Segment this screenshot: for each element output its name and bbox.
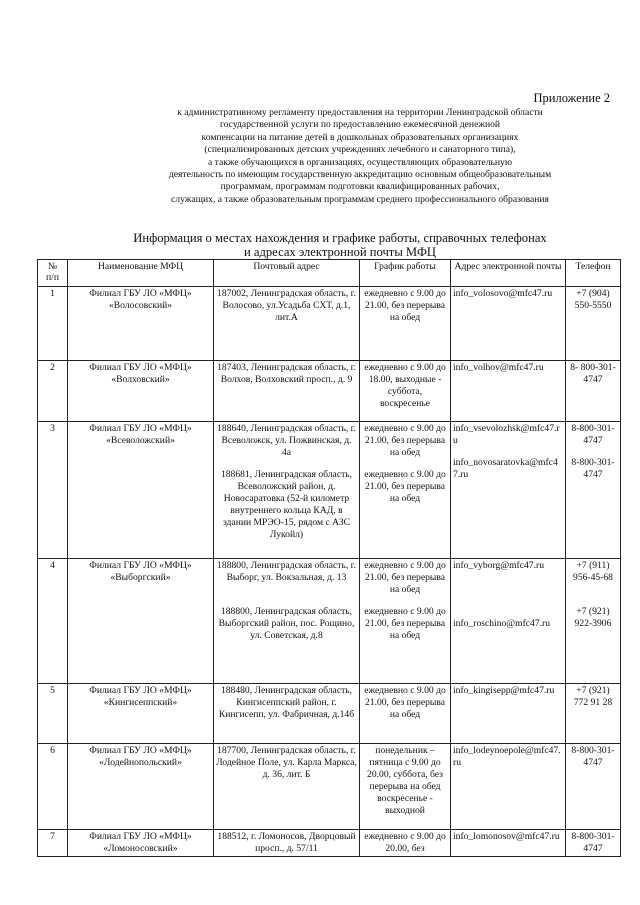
- address-entry: 188640, Ленинградская область, г. Всеволожск, ул. Пожвинская, д. 4а: [217, 423, 356, 458]
- cell-schedule: понедельник – пятница с 9.00 до 20.00, суббота, без перерыва на обед воскресенье - выходной: [360, 744, 451, 830]
- document-title: [80, 231, 600, 259]
- table-row: [38, 744, 621, 830]
- cell-schedule: ежедневно с 9.00 до 18.00, выходные - суббота, воскресенье: [360, 361, 451, 422]
- cell-name: Филиал ГБУ ЛО «МФЦ» «Лодейнопольский»: [68, 744, 214, 830]
- header-phone: Телефон: [566, 260, 621, 287]
- cell-phone: +7 (921) 772 91 28: [566, 684, 621, 744]
- appendix-title: Приложение 2: [533, 91, 610, 105]
- entry-spacer: [216, 584, 357, 606]
- cell-num: 6: [38, 744, 68, 830]
- cell-phone: +7 (904) 550-5550: [566, 287, 621, 361]
- entry-spacer: [453, 447, 563, 457]
- document-title-line: Информация о местах нахождения и графике работы, справочных телефонах: [133, 231, 547, 245]
- schedule-entry: ежедневно с 9.00 до 21.00, без перерыва на обед: [364, 606, 446, 641]
- entry-spacer: [362, 596, 448, 606]
- appendix-line: к административному регламенту предоставления на территории Ленинградской области: [177, 107, 543, 118]
- phone-entry: 8-800-301-4747: [571, 457, 615, 480]
- cell-address: [214, 422, 360, 559]
- appendix-line: деятельность по имеющим государственную аккредитацию основным общеобразовательным: [168, 169, 552, 181]
- cell-email[interactable]: info_lodeynoepole@mfc47.ru: [451, 744, 566, 830]
- cell-name: Филиал ГБУ ЛО «МФЦ» «Всеволожский»: [68, 422, 214, 559]
- cell-phone: 8-800-301-4747: [566, 744, 621, 830]
- header-name: Наименование МФЦ: [68, 260, 214, 287]
- cell-email[interactable]: info_kingisepp@mfc47.ru: [451, 684, 566, 744]
- email-link[interactable]: info_novosaratovka@mfc47.ru: [453, 457, 558, 480]
- cell-schedule: ежедневно с 9.00 до 20.00, без: [360, 830, 451, 857]
- cell-address: [214, 559, 360, 684]
- cell-address: 188480, Ленинградская область, Кингисеппский район, г. Кингисепп, ул. Фабричная, д.14б: [214, 684, 360, 744]
- phone-entry: +7 (921) 922-3906: [574, 606, 612, 629]
- header-email: Адрес электронной почты: [451, 260, 566, 287]
- table-row: [38, 422, 621, 559]
- mfc-info-table: [37, 259, 621, 857]
- cell-phone: [566, 422, 621, 559]
- cell-schedule: ежедневно с 9.00 до 21.00, без перерыва на обед: [360, 287, 451, 361]
- cell-email[interactable]: info_lomonosov@mfc47.ru: [451, 830, 566, 857]
- cell-name: Филиал ГБУ ЛО «МФЦ» «Выборгский»: [68, 559, 214, 684]
- appendix-line: программам, программам подготовки квалифицированных рабочих,: [220, 181, 500, 193]
- cell-phone: 8-800-301-4747: [566, 830, 621, 857]
- cell-num: 7: [38, 830, 68, 857]
- cell-schedule: ежедневно с 9.00 до 21.00, без перерыва на обед: [360, 684, 451, 744]
- appendix-line: а также обучающихся в организациях, осуществляющих образовательную: [208, 156, 512, 168]
- schedule-entry: ежедневно с 9.00 до 21.00, без перерыва на обед: [364, 560, 446, 595]
- address-entry: 188800, Ленинградская область, г. Выборг, ул. Вокзальная, д. 13: [217, 560, 356, 583]
- appendix-line: (специализированных детских учреждениях лечебного и санаторного типа),: [204, 144, 516, 156]
- cell-num: 1: [38, 287, 68, 361]
- cell-num: 3: [38, 422, 68, 559]
- cell-address: 188512, г. Ломоносов, Дворцовый просп., д. 57/11: [214, 830, 360, 857]
- cell-email: [451, 559, 566, 684]
- cell-name: Филиал ГБУ ЛО «МФЦ» «Волховский»: [68, 361, 214, 422]
- entry-spacer: [362, 459, 448, 469]
- header-schedule: График работы: [360, 260, 451, 287]
- appendix-line: компенсации на питание детей в дошкольных образовательных организациях: [201, 131, 519, 143]
- schedule-entry: ежедневно с 9.00 до 21.00, без перерыва на обед: [364, 469, 446, 504]
- appendix-line: государственной услуги по предоставлению ежемесячной денежной: [219, 119, 501, 131]
- cell-address: 187403, Ленинградская область, г. Волхов, Волховский просп., д. 9: [214, 361, 360, 422]
- table-row: [38, 361, 621, 422]
- address-entry: 188681, Ленинградская область, Всеволожский район, д. Новосаратовка (52-й километр внутреннего кольца КАД, в здании МРЭО-15, рядом с АЗС Лукойл): [220, 469, 353, 540]
- cell-num: 4: [38, 559, 68, 684]
- entry-spacer: [568, 584, 618, 606]
- header-address: Почтовый адрес: [214, 260, 360, 287]
- cell-schedule: [360, 422, 451, 559]
- schedule-entry: ежедневно с 9.00 до 21.00, без перерыва на обед: [364, 423, 446, 458]
- cell-email[interactable]: info_volhov@mfc47.ru: [451, 361, 566, 422]
- cell-phone: [566, 559, 621, 684]
- table-row: [38, 287, 621, 361]
- address-entry: 188800, Ленинградская область, Выборгский район, пос. Рощино, ул. Советская, д.8: [218, 606, 355, 641]
- table-row: [38, 559, 621, 684]
- header-num: № п/п: [38, 260, 68, 287]
- email-link[interactable]: info_vyborg@mfc47.ru: [453, 560, 544, 571]
- appendix-header: [110, 90, 610, 206]
- cell-name: Филиал ГБУ ЛО «МФЦ» «Ломоносовский»: [68, 830, 214, 857]
- entry-spacer: [453, 572, 563, 618]
- cell-address: 187002, Ленинградская область, г. Волосово, ул.Усадьба СХТ, д.1, лит.А: [214, 287, 360, 361]
- appendix-line: служащих, а также образовательным программам среднего профессионального образования: [171, 193, 549, 205]
- table-row: [38, 684, 621, 744]
- cell-email[interactable]: info_volosovo@mfc47.ru: [451, 287, 566, 361]
- cell-name: Филиал ГБУ ЛО «МФЦ» «Волосовский»: [68, 287, 214, 361]
- entry-spacer: [568, 447, 618, 457]
- table-header-row: [38, 260, 621, 287]
- email-link[interactable]: info_vsevolozhsk@mfc47.ru: [453, 423, 560, 446]
- cell-email: [451, 422, 566, 559]
- cell-address: 187700, Ленинградская область, г. Лодейное Поле, ул. Карла Маркса, д. 36, лит. Б: [214, 744, 360, 830]
- table-row: [38, 830, 621, 857]
- entry-spacer: [216, 459, 357, 469]
- document-title-line: и адресах электронной почты МФЦ: [243, 245, 437, 259]
- cell-num: 5: [38, 684, 68, 744]
- email-link[interactable]: info_roschino@mfc47.ru: [453, 618, 551, 629]
- cell-schedule: [360, 559, 451, 684]
- cell-phone: 8- 800-301-4747: [566, 361, 621, 422]
- cell-num: 2: [38, 361, 68, 422]
- phone-entry: +7 (911) 956-45-68: [573, 560, 613, 583]
- phone-entry: 8-800-301-4747: [571, 423, 615, 446]
- cell-name: Филиал ГБУ ЛО «МФЦ» «Кингисеппский»: [68, 684, 214, 744]
